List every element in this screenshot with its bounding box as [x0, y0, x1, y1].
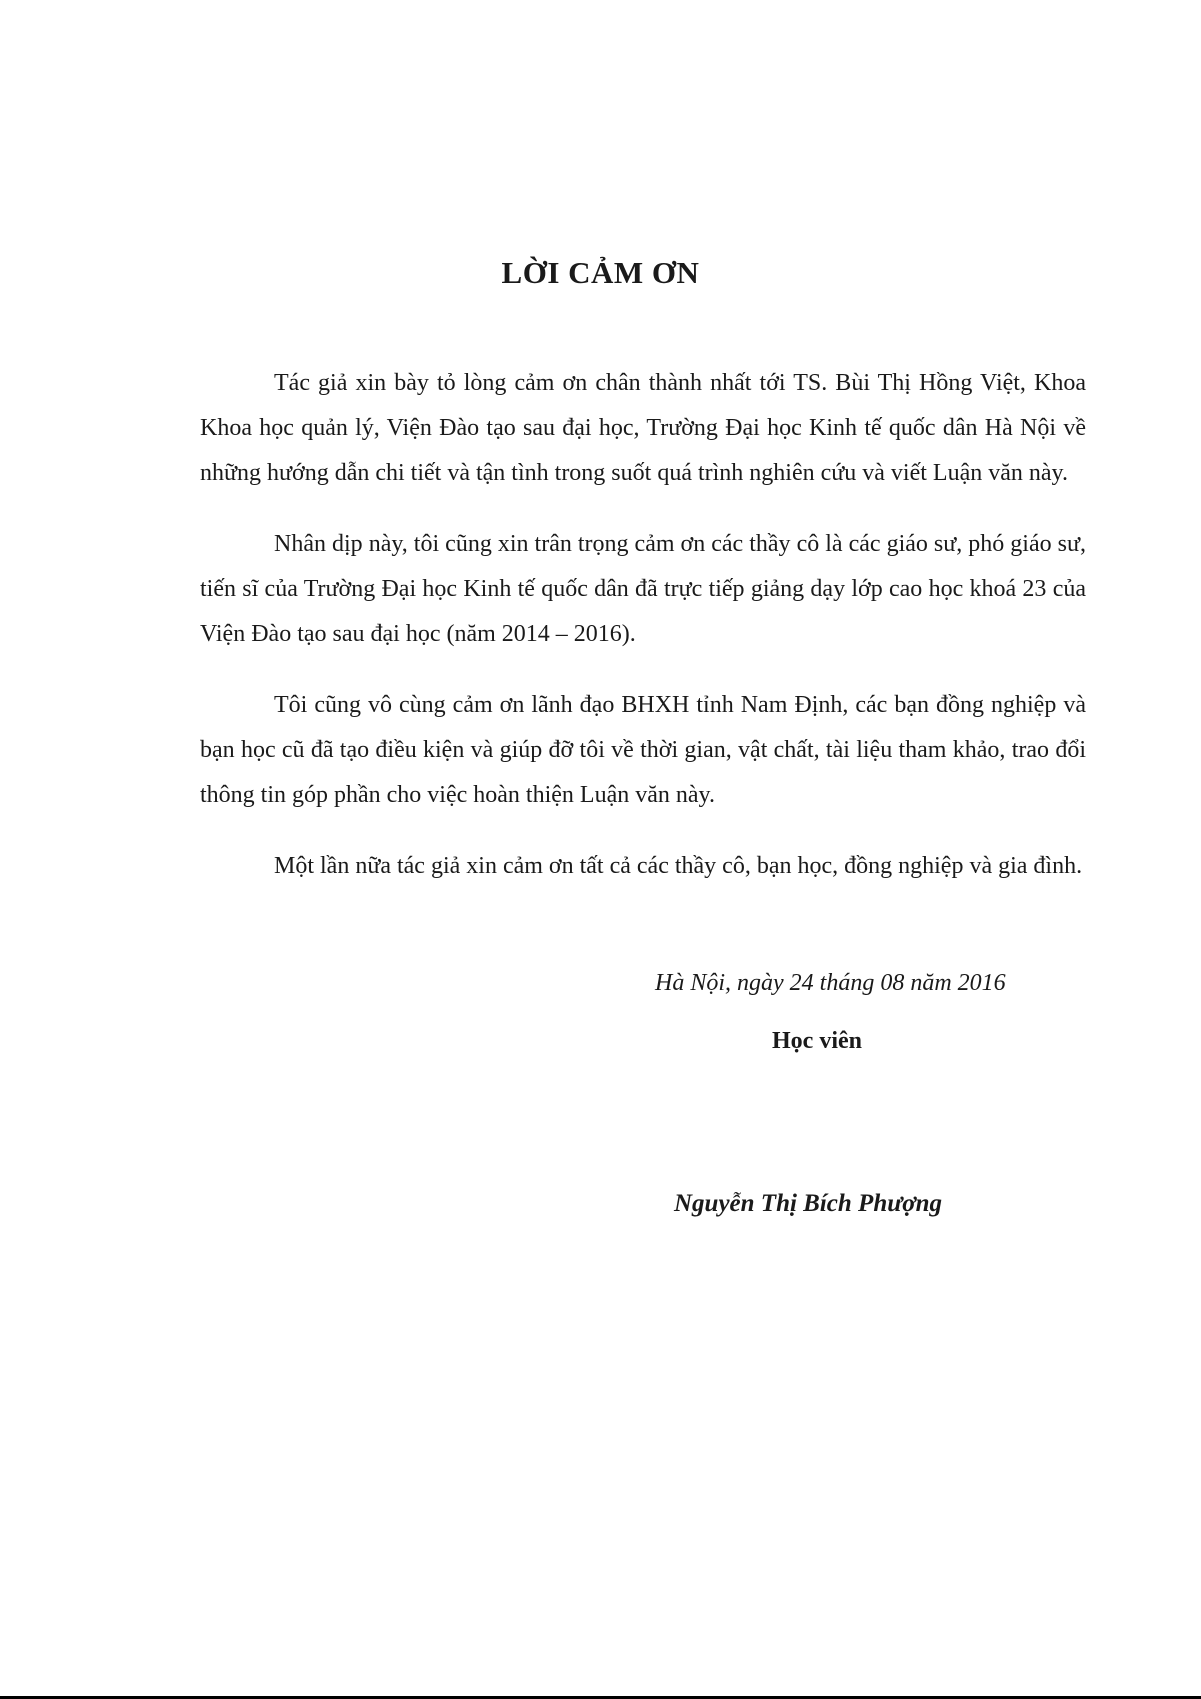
page-title: LỜI CẢM ƠN	[501, 255, 700, 290]
date-line: Hà Nội, ngày 24 tháng 08 năm 2016	[655, 970, 1006, 996]
signer-name: Nguyễn Thị Bích Phượng	[674, 1190, 943, 1217]
signer-role: Học viên	[772, 1028, 862, 1054]
acknowledgement-body	[200, 361, 1086, 915]
paragraph-2: Nhân dịp này, tôi cũng xin trân trọng cảm ơn các thầy cô là các giáo sư, phó giáo sư, tiến sĩ của Trường Đại học Kinh tế quốc dân đã trực tiếp giảng dạy lớp cao học khoá 23 của Viện Đào tạo sau đại học (năm 2014 – 2016).	[200, 531, 1086, 647]
paragraph-3: Tôi cũng vô cùng cảm ơn lãnh đạo BHXH tỉnh Nam Định, các bạn đồng nghiệp và bạn học cũ đã tạo điều kiện và giúp đỡ tôi về thời gian, vật chất, tài liệu tham khảo, trao đổi thông tin góp phần cho việc hoàn thiện Luận văn này.	[200, 692, 1086, 808]
paragraph-4: Một lần nữa tác giả xin cảm ơn tất cả các thầy cô, bạn học, đồng nghiệp và gia đình.	[274, 853, 1083, 879]
paragraph-1: Tác giả xin bày tỏ lòng cảm ơn chân thành nhất tới TS. Bùi Thị Hồng Việt, Khoa Khoa học quản lý, Viện Đào tạo sau đại học, Trường Đại học Kinh tế quốc dân Hà Nội về những hướng dẫn chi tiết và tận tình trong suốt quá trình nghiên cứu và viết Luận văn này.	[200, 370, 1086, 486]
